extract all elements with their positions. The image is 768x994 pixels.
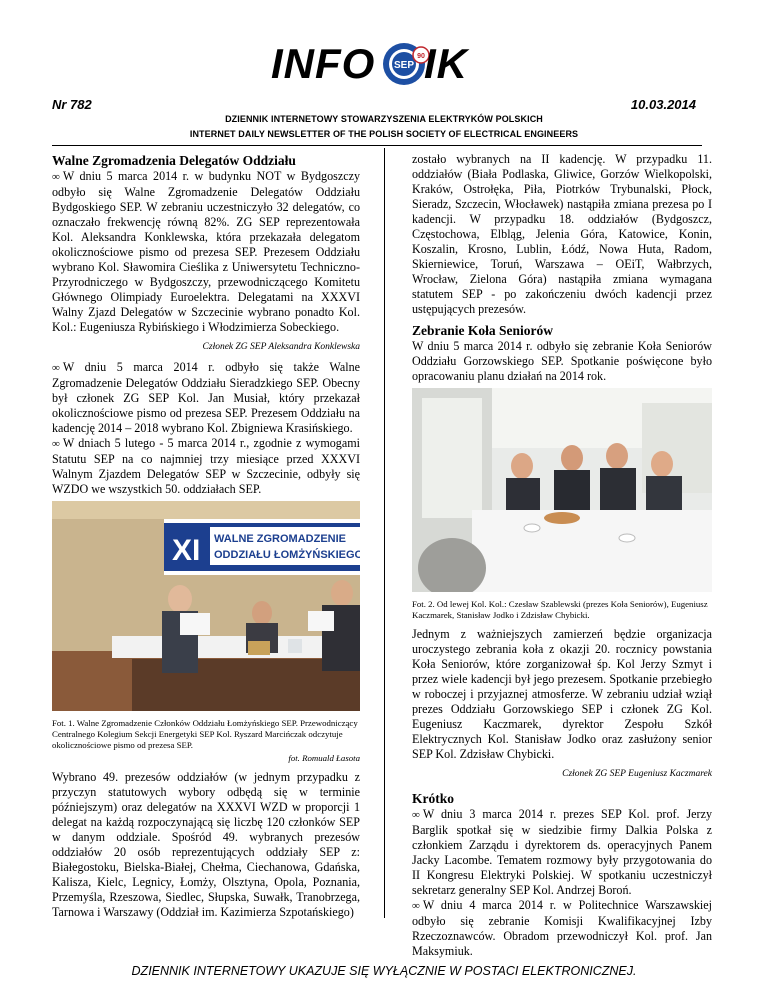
logo-text: SEP xyxy=(393,60,415,71)
footer-notice: DZIENNIK INTERNETOWY UKAZUJE SIĘ WYŁĄCZNIE W POSTACI ELEKTRONICZNEJ. xyxy=(131,964,637,978)
left-column xyxy=(52,152,360,920)
article-paragraph xyxy=(52,360,360,436)
paragraph-text: W dniu 5 marca 2014 r. w budynku NOT w Bydgoszczy odbyło się Walne Zgromadzenie Delegatów Oddziału Bydgoskiego SEP. W zebraniu uczestniczyło 32 delegatów, co oznaczało frekwencję równą 82%. ZG SEP reprezentowała Kol. Aleksandra Konklewska, która przekazała delegatom okolicznościowe pismo od prezesa SEP. Prezesem Oddziału wybrano Kol. Sławomira Cieślika z Uniwersytetu Techniczno-Przyrodniczego w Bydgoszczy, przewodniczącego Komitetu Głównego Olimpiady Euroelektra. Delegatami na XXXVI Walny Zjazd Delegatów w Szczecinie wybrano ponadto Kol. Kol.: Eugeniusza Rybińskiego i Włodzimierza Sobeckiego. xyxy=(52,169,360,334)
photo-caption: Fot. 1. Walne Zgromadzenie Członków Oddziału Łomżyńskiego SEP. Przewodniczący Centralnego Kolegium Sekcji Energetyki SEP Kol. Ryszard Marcińczak odczytuje okolicznościowe pismo od prezesa SEP. xyxy=(52,718,358,750)
article-paragraph: Jednym z ważniejszych zamierzeń będzie organizacja uroczystego zebrania koła z okazji 20. rocznicy powstania Koła Seniorów, które zorganizował śp. Kol Jerzy Szmyt i przez wiele kadencji był jego prezesem. Spotkanie przebiegło w roboczej i przyjaznej atmosferze. W zebraniu udział wziął prezes Oddziału Gorzowskiego SEP i członek ZG Kol. Eugeniusz Kaczmarek, dyrektor Zespołu Szkół Elektrycznych Kol. Stanisław Jodko oraz zasłużony senior SEP Kol. Zdzisław Chybicki. xyxy=(412,627,712,761)
subtitle-english: INTERNET DAILY NEWSLETTER OF THE POLISH SOCIETY OF ELECTRICAL ENGINEERS xyxy=(189,129,579,139)
article-heading-walne: Walne Zgromadzenia Delegatów Oddziału xyxy=(52,153,296,168)
photo-seniors-meeting xyxy=(412,388,712,592)
banner-line-1: WALNE ZGROMADZENIE xyxy=(214,533,346,545)
banner-line-2: ODDZIAŁU ŁOMŻYŃSKIEGO xyxy=(214,549,360,561)
paragraph-text: W dniu 4 marca 2014 r. w Politechnice Warszawskiej odbyło się zebranie Komisji Kwalifikacyjnej Izby Rzeczoznawców. Obradom przewodniczył Kol. prof. Jan Maksymiuk. xyxy=(412,898,712,958)
right-column xyxy=(412,152,712,959)
article-paragraph xyxy=(52,436,360,497)
banner-roman-numeral: XI xyxy=(172,534,201,567)
author-signature: Członek ZG SEP Eugeniusz Kaczmarek xyxy=(562,769,712,779)
photo-caption: Fot. 2. Od lewej Kol. Kol.: Czesław Szablewski (prezes Koła Seniorów), Eugeniusz Kaczmarek, Stanisław Jodko i Zdzisław Chybicki. xyxy=(412,599,708,620)
infinity-bullet-icon: ∞ xyxy=(412,900,420,912)
logo-badge: 90 xyxy=(417,53,425,60)
paragraph-text: W dniach 5 lutego - 5 marca 2014 r., zgodnie z wymogami Statutu SEP na co najmniej trzy miesiące przed XXXVI Walnym Zjazdem Delegatów SEP w Szczecinie, odbyły się WZDO we wszystkich 50. oddziałach SEP. xyxy=(52,436,360,496)
infinity-bullet-icon: ∞ xyxy=(52,362,60,374)
article-paragraph-continued: zostało wybranych na II kadencję. W przypadku 11. oddziałów (Biała Podlaska, Gliwice, Gorzów Wielkopolski, Kraków, Ostrołęka, Piła, Piotrków Trybunalski, Płock, Sieradz, Szczecin, Włocławek) nastąpiła zmiana prezesa po I kadencji. W przypadku 18. oddziałów (Bydgoszcz, Częstochowa, Elbląg, Jelenia Góra, Katowice, Konin, Koszalin, Krosno, Lublin, Łódź, Nowa Huta, Radom, Skierniewice, Toruń, Warszawa – OEiT, Wałbrzych, Wrocław, Zielona Góra) nastąpiła zmiana wymagana statutem SEP - po zakończeniu dwóch kadencji przez ustępujących prezesów. xyxy=(412,152,712,316)
infinity-bullet-icon: ∞ xyxy=(52,171,60,183)
article-heading-seniorow: Zebranie Koła Seniorów xyxy=(412,323,553,338)
author-signature: Członek ZG SEP Aleksandra Konklewska xyxy=(202,342,360,352)
article-paragraph xyxy=(412,898,712,959)
article-paragraph: W dniu 5 marca 2014 r. odbyło się zebranie Koła Seniorów Oddziału Gorzowskiego SEP. Spotkanie poświęcone było opracowaniu planu działań na 2014 rok. xyxy=(412,339,712,383)
paragraph-text: W dniu 5 marca 2014 r. odbyło się także Walne Zgromadzenie Delegatów Oddziału Sieradzkiego SEP. Obecny był członek ZG SEP Kol. Jan Musiał, który przekazał okolicznościowe pismo od prezesa SEP. Prezesem Oddziału na kadencję 2014 – 2018 wybrano Kol. Zbigniewa Krasińskiego. xyxy=(52,360,360,435)
masthead-word-ik: IK xyxy=(424,40,468,87)
infinity-bullet-icon: ∞ xyxy=(52,438,60,450)
masthead-word-info: INFO xyxy=(271,40,376,87)
paragraph-text: W dniu 3 marca 2014 r. prezes SEP Kol. prof. Jerzy Barglik spotkał się w siedzibie firmy Dalkia Polska z członkiem Zarządu i dyrektorem ds. operacyjnych Panem Jacky Lacombe. Tematem rozmowy były przygotowania do II Kongresu Elektryki Polskiej. W spotkaniu uczestniczył sekretarz generalny SEP Kol. Andrzej Boroń. xyxy=(412,807,712,897)
masthead xyxy=(0,40,768,88)
photo-lomza-assembly xyxy=(52,501,360,711)
photo-credit: fot. Romuald Łasota xyxy=(288,753,360,763)
article-paragraph xyxy=(52,169,360,335)
header-rule xyxy=(52,145,702,146)
article-paragraph: Wybrano 49. prezesów oddziałów (w jednym przypadku z przyczyn statutowych wybory odbędą się w terminie późniejszym) oraz delegatów na XXXVI WZD w proporcji 1 delegat na każdą rozpoczynającą się liczbę 120 członków SEP w danym oddziale. Spośród 49. wybranych prezesów oddziałów 20 osób reprezentujących oddziały SEP z: Białegostoku, Bielska-Białej, Chełma, Ciechanowa, Gdańska, Kalisza, Kielc, Legnicy, Łomży, Olsztyna, Opola, Poznania, Przemyśla, Rzeszowa, Siedlec, Słupska, Suwałk, Tranobrzega, Tarnowa i Warszawy (Oddział im. Kazimierza Szpotańskiego) xyxy=(52,770,360,919)
article-heading-krotko: Krótko xyxy=(412,791,454,806)
article-paragraph xyxy=(412,807,712,898)
column-divider xyxy=(384,148,385,918)
issue-date: 10.03.2014 xyxy=(630,97,696,112)
issue-number: Nr 782 xyxy=(52,97,92,112)
infinity-bullet-icon: ∞ xyxy=(412,809,420,821)
subtitle-polish: DZIENNIK INTERNETOWY STOWARZYSZENIA ELEKTRYKÓW POLSKICH xyxy=(225,114,543,124)
